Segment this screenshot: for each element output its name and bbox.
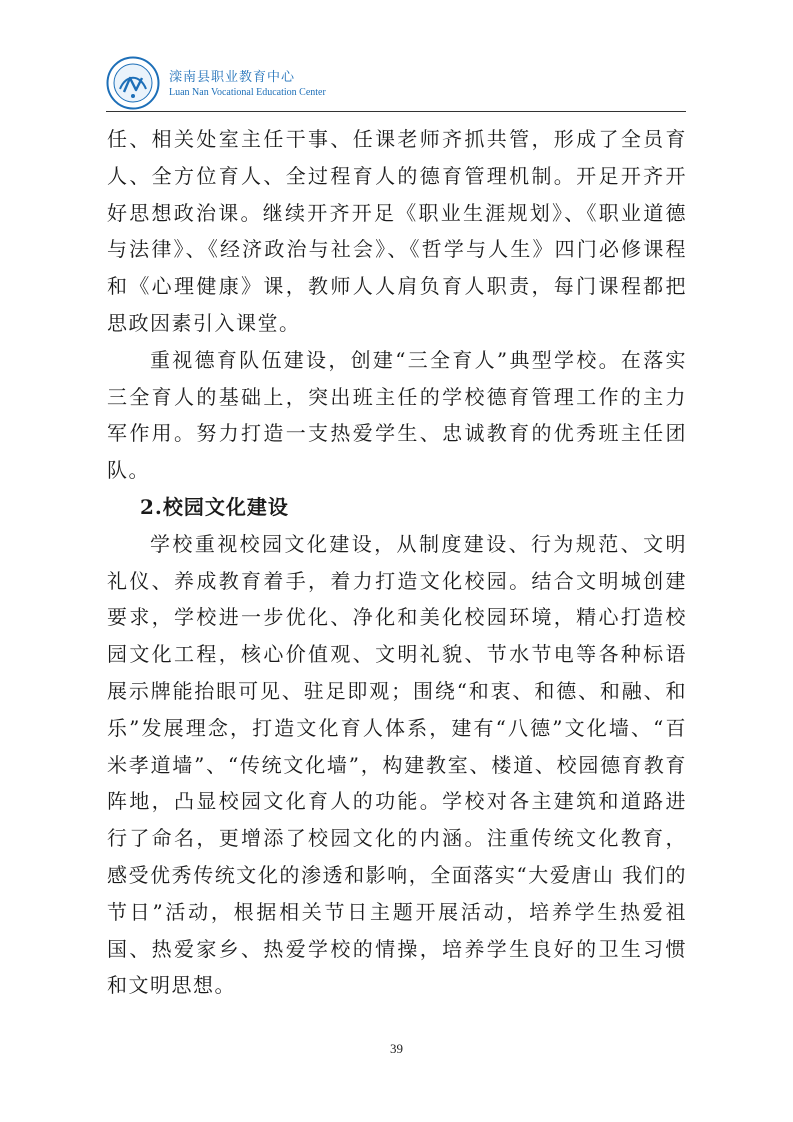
paragraph-1: 任、相关处室主任干事、任课老师齐抓共管，形成了全员育人、全方位育人、全过程育人的德育管理机制。开足开齐开好思想政治课。继续开齐开足《职业生涯规划》、《职业道德与法律》、《经济政治与社会》、《哲学与人生》四门必修课程和《心理健康》课，教师人人肩负育人职责，每门课程都把思政因素引入课堂。 (107, 127, 687, 335)
section-heading: 2.校园文化建设 (140, 494, 289, 519)
page-header (106, 56, 686, 111)
school-emblem-icon (106, 56, 160, 110)
org-name-en: Luan Nan Vocational Education Center (169, 87, 326, 98)
document-body (107, 121, 687, 1004)
org-name-cn: 滦南县职业教育中心 (169, 70, 296, 85)
paragraph-2: 重视德育队伍建设，创建“三全育人”典型学校。在落实三全育人的基础上，突出班主任的学校德育管理工作的主力军作用。努力打造一支热爱学生、忠诚教育的优秀班主任团队。 (107, 347, 687, 483)
paragraph-3: 学校重视校园文化建设，从制度建设、行为规范、文明礼仪、养成教育着手，着力打造文化校园。结合文明城创建要求，学校进一步优化、净化和美化校园环境，精心打造校园文化工程，核心价值观、文明礼貌、节水节电等各种标语展示牌能抬眼可见、驻足即观；围绕“和衷、和德、和融、和乐”发展理念，打造文化育人体系，建有“八德”文化墙、“百米孝道墙”、“传统文化墙”，构建教室、楼道、校园德育教育阵地，凸显校园文化育人的功能。学校对各主建筑和道路进行了命名，更增添了校园文化的内涵。注重传统文化教育，感受优秀传统文化的渗透和影响，全面落实“大爱唐山 我们的节日”活动，根据相关节日主题开展活动，培养学生热爱祖国、热爱家乡、热爱学校的情操，培养学生良好的卫生习惯和文明思想。 (107, 531, 687, 998)
header-divider (106, 111, 686, 112)
page-number: 39 (390, 1041, 403, 1056)
